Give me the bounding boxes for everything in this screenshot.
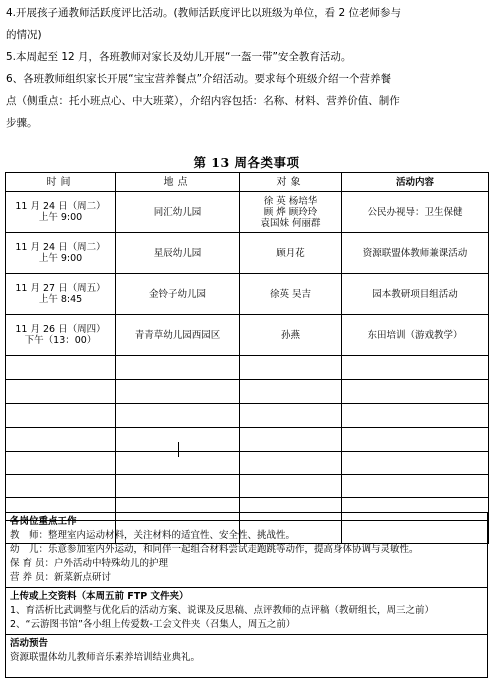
preview-section xyxy=(6,635,488,678)
empty-row xyxy=(6,380,489,404)
intro-line: 5.本周起至 12 月，各班教师对家长及幼儿开展“一盔一带”安全教育活动。 xyxy=(6,51,352,63)
schedule-table xyxy=(5,172,489,544)
empty-row xyxy=(6,452,489,475)
time-cell xyxy=(6,233,116,274)
content-cell: 东田培训（游戏教学） xyxy=(342,315,489,356)
preview-heading: 活动预告 xyxy=(10,638,49,649)
content-cell: 公民办视导：卫生保健 xyxy=(342,192,489,233)
posts-nutrition: 营 养 员：新菜新点研讨 xyxy=(10,572,112,583)
date-text: 11 月 27 日（周五） xyxy=(15,283,106,294)
target-cell: 徐英 吴吉 xyxy=(240,274,342,315)
intro-line: 步骤。 xyxy=(6,117,38,129)
time-text: 下午（13：00） xyxy=(24,335,97,346)
empty-row xyxy=(6,428,489,452)
uploads-item: 2、“云游图书馆”各小组上传爱数-工会文件夹（召集人，周五之前） xyxy=(10,619,296,630)
time-text: 上午 9:00 xyxy=(38,253,83,264)
target-text: 袁国妹 何丽群 xyxy=(260,217,321,229)
place-cell: 同汇幼儿园 xyxy=(116,192,240,233)
uploads-item: 1、育活析比武调整与优化后的活动方案、说课及反思稿、点评教师的点评稿（教研组长，周三之前） xyxy=(10,605,435,616)
time-text: 上午 8:45 xyxy=(38,294,83,305)
posts-nurse: 保 育 员：户外活动中特殊幼儿的护理 xyxy=(10,558,169,569)
schedule-title: 第 13 周各类事项 xyxy=(193,155,300,170)
posts-teacher: 教 师：整理室内运动材料，关注材料的适宜性、安全性、挑战性。 xyxy=(10,530,296,541)
date-text: 11 月 26 日（周四） xyxy=(15,324,106,335)
date-text: 11 月 24 日（周二） xyxy=(15,242,106,253)
posts-heading: 各岗位重点工作 xyxy=(10,516,77,527)
intro-line: 6、各班教师组织家长开展“宝宝营养餐点”介绍活动。要求每个班级介绍一个营养餐 xyxy=(6,73,392,85)
table-row xyxy=(6,315,489,356)
header-target: 对象 xyxy=(240,173,342,192)
target-text: 顾 烨 顾玲玲 xyxy=(263,206,318,218)
uploads-heading: 上传或上交资料（本周五前 FTP 文件夹） xyxy=(10,591,189,602)
empty-row xyxy=(6,356,489,380)
target-cell: 孙燕 xyxy=(240,315,342,356)
posts-section xyxy=(6,513,488,588)
place-cell: 青青草幼儿园西园区 xyxy=(116,315,240,356)
time-cell xyxy=(6,192,116,233)
table-header-row xyxy=(6,173,489,192)
preview-text: 资源联盟体幼儿教师音乐素养培训结业典礼。 xyxy=(10,652,201,663)
time-cell xyxy=(6,274,116,315)
posts-child: 幼 儿：乐意参加室内外运动，和同伴一起组合材料尝试走跑跳等动作，提高身体协调与灵敏性。 xyxy=(10,544,419,555)
place-cell: 星辰幼儿园 xyxy=(116,233,240,274)
table-row xyxy=(6,233,489,274)
content-cell: 资源联盟体教师兼课活动 xyxy=(342,233,489,274)
table-row xyxy=(6,274,489,315)
text-cursor xyxy=(178,442,179,457)
intro-line: 4.开展孩子通教师活跃度评比活动。(教师活跃度评比以班级为单位，看 2 位老师参与 xyxy=(6,7,401,19)
intro-line: 的情况) xyxy=(6,29,42,41)
intro-notes xyxy=(6,2,488,134)
content-cell: 园本教研项目组活动 xyxy=(342,274,489,315)
time-text: 上午 9:00 xyxy=(38,212,83,223)
table-row xyxy=(6,192,489,233)
date-text: 11 月 24 日（周二） xyxy=(15,201,106,212)
place-cell: 金铃子幼儿园 xyxy=(116,274,240,315)
header-content: 活动内容 xyxy=(342,173,489,192)
intro-line: 点（侧重点：托小班点心、中大班菜），介绍内容包括：名称、材料、营养价值、制作 xyxy=(6,95,400,107)
time-cell xyxy=(6,315,116,356)
target-cell: 顾月花 xyxy=(240,233,342,274)
empty-row xyxy=(6,475,489,498)
target-cell xyxy=(240,192,342,233)
empty-row xyxy=(6,404,489,428)
header-place: 地点 xyxy=(116,173,240,192)
target-text: 徐 英 杨培华 xyxy=(263,195,318,207)
notes-table xyxy=(5,512,488,678)
uploads-section xyxy=(6,588,488,635)
header-time: 时间 xyxy=(6,173,116,192)
